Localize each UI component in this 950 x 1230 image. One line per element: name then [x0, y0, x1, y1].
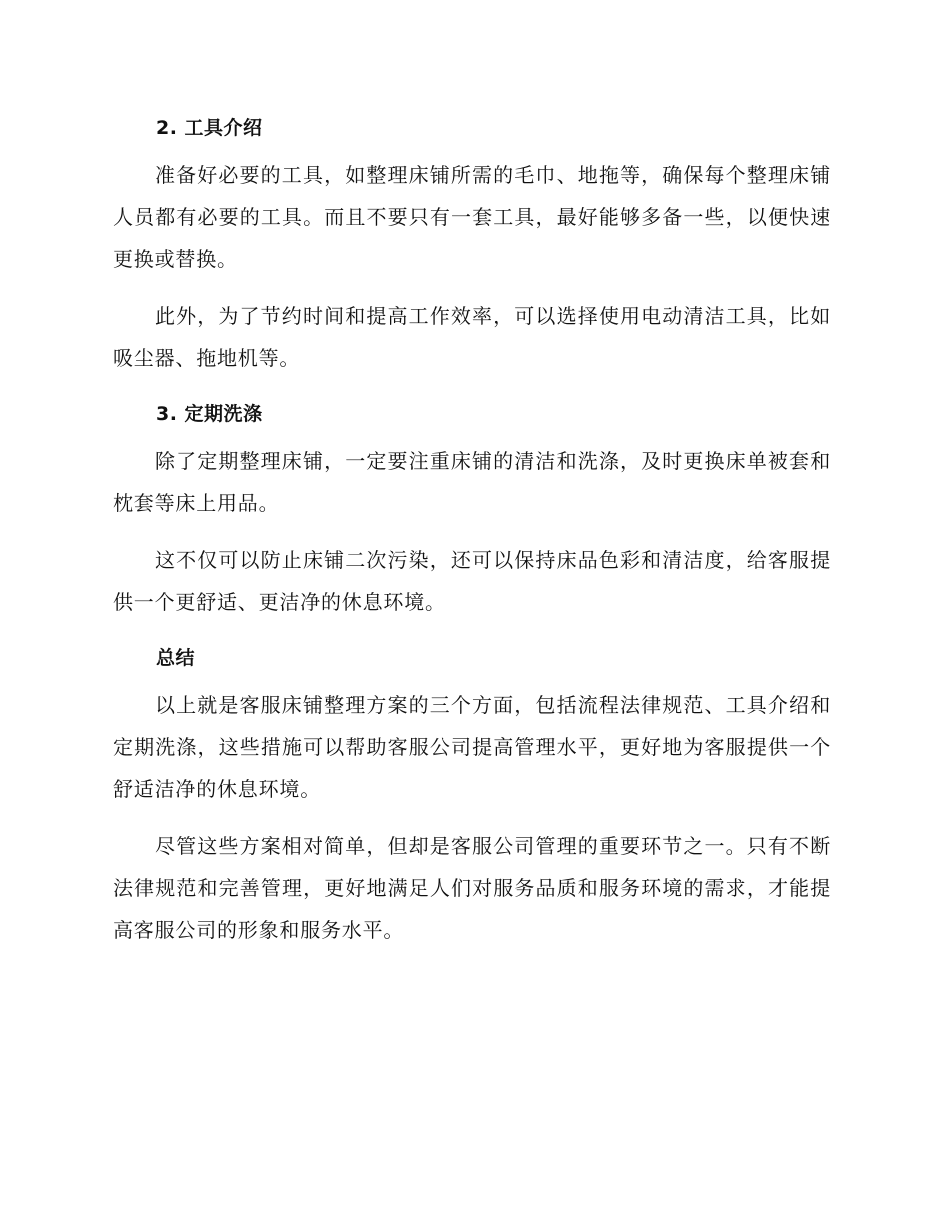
- section-tools: [113, 108, 831, 379]
- paragraph: 除了定期整理床铺，一定要注重床铺的清洁和洗涤，及时更换床单被套和枕套等床上用品。: [113, 449, 831, 515]
- paragraph: 此外，为了节约时间和提高工作效率，可以选择使用电动清洁工具，比如吸尘器、拖地机等。: [113, 304, 831, 370]
- paragraph: 准备好必要的工具，如整理床铺所需的毛巾、地拖等，确保每个整理床铺人员都有必要的工具。而且不要只有一套工具，最好能够多备一些，以便快速更换或替换。: [113, 163, 831, 271]
- section-heading: 3. 定期洗涤: [156, 403, 263, 425]
- paragraph: 以上就是客服床铺整理方案的三个方面，包括流程法律规范、工具介绍和定期洗涤，这些措施可以帮助客服公司提高管理水平，更好地为客服提供一个舒适洁净的休息环境。: [113, 693, 831, 801]
- document-body: [113, 108, 831, 951]
- paragraph: 这不仅可以防止床铺二次污染，还可以保持床品色彩和清洁度，给客服提供一个更舒适、更洁净的休息环境。: [113, 548, 831, 614]
- section-summary: [113, 638, 831, 951]
- section-heading: 总结: [156, 647, 196, 669]
- paragraph: 尽管这些方案相对简单，但却是客服公司管理的重要环节之一。只有不断法律规范和完善管理，更好地满足人们对服务品质和服务环境的需求，才能提高客服公司的形象和服务水平。: [113, 834, 831, 942]
- section-heading: 2. 工具介绍: [156, 117, 263, 139]
- section-washing: [113, 394, 831, 623]
